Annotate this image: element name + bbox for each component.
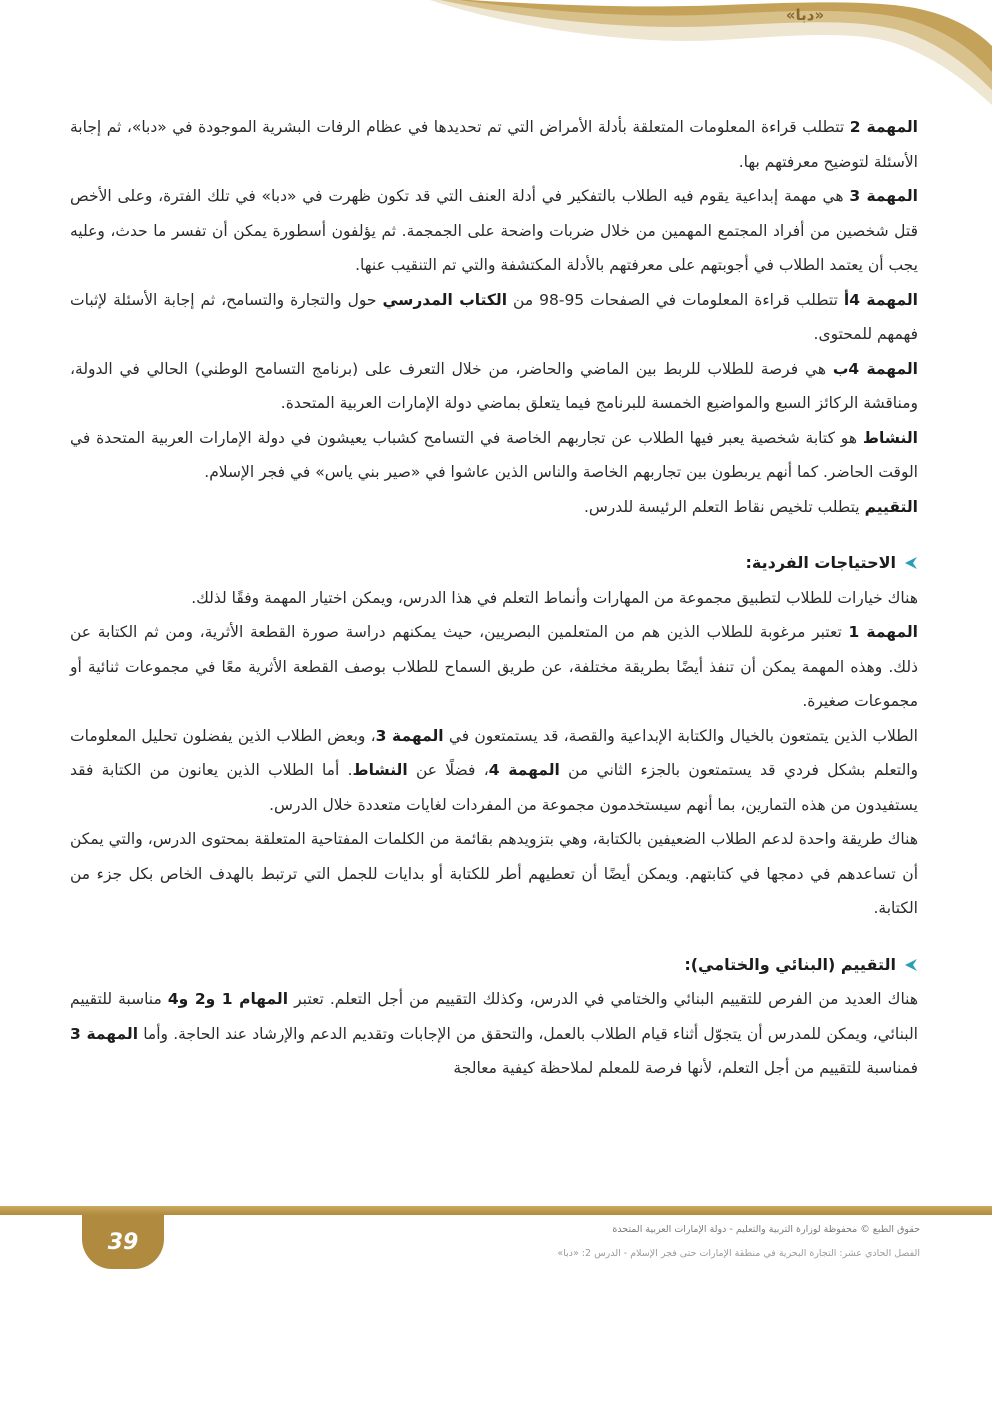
footer-chapter-title: الفصل الحادي عشر: التجارة البحرية في منطقة الإمارات حتى فجر الإسلام - الدرس 2: «دبا»	[557, 1248, 920, 1259]
textbook-label: الكتاب المدرسي	[382, 290, 508, 309]
section-heading-assessment	[70, 948, 918, 983]
paragraph-assessment	[70, 490, 918, 525]
task-label: المهمة 2	[849, 118, 918, 136]
paragraph-text: هي فرصة للطلاب للربط بين الماضي والحاضر، من خلال التعرف على (برنامج التسامح الوطني) الحالي في الدولة، ومناقشة الركائز السبع والمواضيع الخمسة للبرنامج فيما يتعلق بماضي دولة الإمارات العربية المتحدة.	[70, 359, 918, 412]
arrow-bullet-icon	[904, 958, 918, 972]
task-label: المهمة 4	[488, 761, 560, 779]
task-label: المهمة 4أ	[843, 290, 918, 309]
paragraph-text: تتطلب قراءة المعلومات في الصفحات 95-98 من	[507, 290, 844, 309]
paragraph-text: تتطلب قراءة المعلومات المتعلقة بأدلة الأمراض التي تم تحديدها في عظام الرفات البشرية الموجودة في «دبا»، ثم إجابة الأسئلة لتوضيح معرفتهم بها.	[70, 118, 918, 171]
paragraph-text: هي مهمة إبداعية يقوم فيه الطلاب بالتفكير في أدلة العنف التي قد تكون ظهرت في «دبا» في تلك الفترة، وعلى الأخص قتل شخصين من أفراد المجتمع المهمين من خلال ضربات واضحة على الجمجمة. ثم يؤلفون أسطورة يمكن أن تفسر ما حدث، وعليه يجب أن يعتمد الطلاب في أجوبتهم على معرفتهم بالأدلة المكتشفة والتي تم التنقيب عنها.	[70, 187, 918, 274]
section-heading-text: التقييم (البنائي والختامي):	[684, 954, 896, 974]
task-label: المهمة 3	[70, 1024, 139, 1043]
task-label: المهمة 4ب	[832, 359, 918, 378]
paragraph-text: . أما الطلاب الذين يعانون من الكتابة فقد يستفيدون من هذه التمارين، بما أنهم سيستخدمون مجموعة من المفردات لغايات متعددة خلال الدرس.	[70, 761, 918, 814]
paragraph-task-3	[70, 179, 918, 283]
section-heading-individual-needs	[70, 546, 918, 581]
task-label: النشاط	[352, 761, 408, 779]
task-label: المهمة 1	[848, 623, 918, 641]
task-label: المهام 1 و2 و4	[167, 990, 289, 1008]
individual-paragraph-1: هناك خيارات للطلاب لتطبيق مجموعة من المهارات وأنماط التعلم في هذا الدرس، ويمكن اختيار المهمة وفقًا لذلك.	[191, 588, 918, 607]
individual-paragraph-2	[70, 615, 918, 719]
paragraph-text: هو كتابة شخصية يعبر فيها الطلاب عن تجاربهم الخاصة في التسامح كشباب يعيشون في دولة الإمارات العربية المتحدة في الوقت الحاضر. كما أنهم يربطون بين تجاربهم الخاصة والناس الذين عاشوا في «صير بني ياس» في فجر الإسلام.	[70, 428, 918, 481]
lesson-label: «دبا»	[785, 6, 825, 24]
main-content	[70, 110, 918, 1086]
assessment-paragraph	[70, 982, 918, 1086]
arrow-bullet-icon	[904, 556, 918, 570]
task-label: التقييم	[864, 497, 918, 516]
task-label: النشاط	[862, 428, 918, 447]
paragraph-text: هناك العديد من الفرص للتقييم البنائي والختامي في الدرس، وكذلك التقييم من أجل التعلم. تعتبر	[288, 990, 919, 1008]
paragraph-text: حول والتجارة والتسامح، ثم إجابة الأسئلة لإثبات فهمهم للمحتوى.	[70, 290, 918, 343]
paragraph-text: مناسبة للتقييم البنائي، ويمكن للمدرس أن يتجوّل أثناء قيام الطلاب بالعمل، والتحقق من الإجابات وتقديم الدعم والإرشاد عند الحاجة. وأما	[70, 990, 918, 1043]
paragraph-task-4a	[70, 283, 918, 352]
individual-paragraph-4: هناك طريقة واحدة لدعم الطلاب الضعيفين بالكتابة، وهي بتزويدهم بقائمة من الكلمات المفتاحية المتعلقة بمحتوى الدرس، والتي يمكن أن تساعدهم في دمجها في كتابتهم. ويمكن أيضًا أن تعطيهم أطر للكتابة أو بدايات للجمل التي ترتبط بالهدف الخاص بكل جزء من الكتابة.	[70, 830, 918, 917]
individual-paragraph-3	[70, 719, 918, 823]
paragraph-text: تعتبر مرغوبة للطلاب الذين هم من المتعلمين البصريين، حيث يمكنهم دراسة صورة القطعة الأثرية، ومن ثم الكتابة عن ذلك. وهذه المهمة يمكن أن تنفذ أيضًا بطريقة مختلفة، عن طريق السماح للطلاب بوصف القطعة الأثرية معًا في مجموعات ثنائية أو مجموعات صغيرة.	[70, 623, 918, 710]
paragraph-text: الطلاب الذين يتمتعون بالخيال والكتابة الإبداعية والقصة، قد يستمتعون في	[443, 726, 918, 745]
page-number-badge	[82, 1215, 164, 1269]
paragraph-text: ، وبعض الطلاب الذين يفضلون تحليل المعلومات والتعلم بشكل فردي قد يستمتعون بالجزء الثاني من	[70, 726, 918, 779]
task-label: المهمة 3	[375, 726, 444, 745]
task-label: المهمة 3	[849, 187, 918, 205]
footer-divider	[0, 1206, 992, 1215]
paragraph-text: فمناسبة للتقييم من أجل التعلم، لأنها فرصة للمعلم لملاحظة كيفية معالجة	[453, 1059, 918, 1077]
paragraph-text: ، فضلًا عن	[407, 761, 489, 779]
paragraph-task-4b	[70, 352, 918, 421]
footer-copyright: حقوق الطبع © محفوظة لوزارة التربية والتعليم - دولة الإمارات العربية المتحدة	[612, 1224, 920, 1235]
paragraph-activity	[70, 421, 918, 490]
page-number: 39	[107, 1229, 139, 1255]
paragraph-text: يتطلب تلخيص نقاط التعلم الرئيسة للدرس.	[583, 497, 865, 516]
section-heading-text: الاحتياجات الفردية:	[745, 553, 896, 572]
paragraph-task-2	[70, 110, 918, 179]
